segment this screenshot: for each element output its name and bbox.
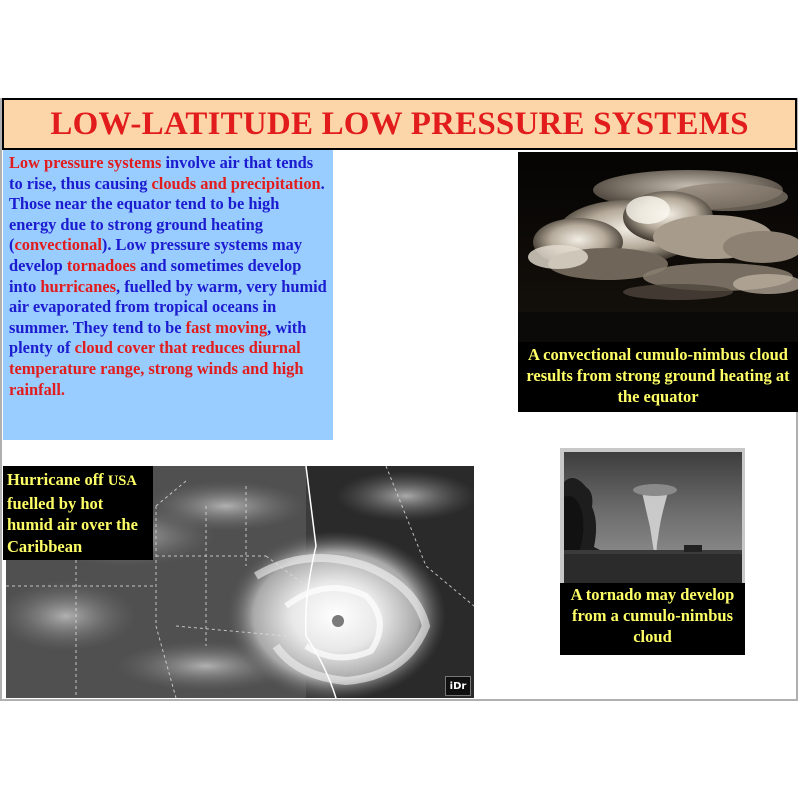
satellite-logo: iDr bbox=[445, 676, 471, 696]
text-highlight: fast moving bbox=[185, 317, 268, 337]
tornado-photo-frame bbox=[560, 448, 745, 583]
hurricane-caption-text: fuelled by hot humid air over the Caribbean bbox=[7, 493, 138, 556]
slide-title: LOW-LATITUDE LOW PRESSURE SYSTEMS bbox=[50, 105, 749, 142]
text-highlight: tornadoes bbox=[66, 255, 137, 275]
text-run: involve air that tends to rise, thus causing bbox=[9, 153, 314, 193]
hurricane-caption-usa: USA bbox=[107, 473, 137, 489]
hurricane-caption-text: Hurricane off bbox=[7, 470, 108, 489]
explanation-text-panel bbox=[3, 150, 333, 440]
cumulonimbus-cloud-photo bbox=[518, 152, 798, 342]
text-run: and sometimes develop into bbox=[9, 255, 302, 296]
text-run: , with plenty of bbox=[9, 317, 307, 358]
text-run: . Those near the equator tend to be high energy due to strong ground heating ( bbox=[9, 173, 325, 255]
text-highlight: cloud cover that reduces diurnal temperature range, strong winds and high rainfall. bbox=[9, 338, 304, 399]
text-run: ). Low pressure systems may develop bbox=[9, 235, 303, 275]
tornado-photo bbox=[564, 452, 742, 583]
text-highlight: clouds and precipitation bbox=[151, 173, 321, 193]
text-run: , fuelled by warm, very humid air evaporated from tropical oceans in summer. They tend to be bbox=[9, 276, 327, 337]
tornado-caption: A tornado may develop from a cumulo-nimbus cloud bbox=[560, 583, 745, 655]
text-highlight: Low pressure systems bbox=[9, 153, 162, 172]
text-highlight: convectional bbox=[14, 235, 102, 255]
cloud-caption: A convectional cumulo-nimbus cloud results from strong ground heating at the equator bbox=[518, 342, 798, 412]
hurricane-caption bbox=[3, 466, 153, 560]
title-banner bbox=[2, 98, 797, 150]
text-highlight: hurricanes bbox=[40, 276, 116, 296]
